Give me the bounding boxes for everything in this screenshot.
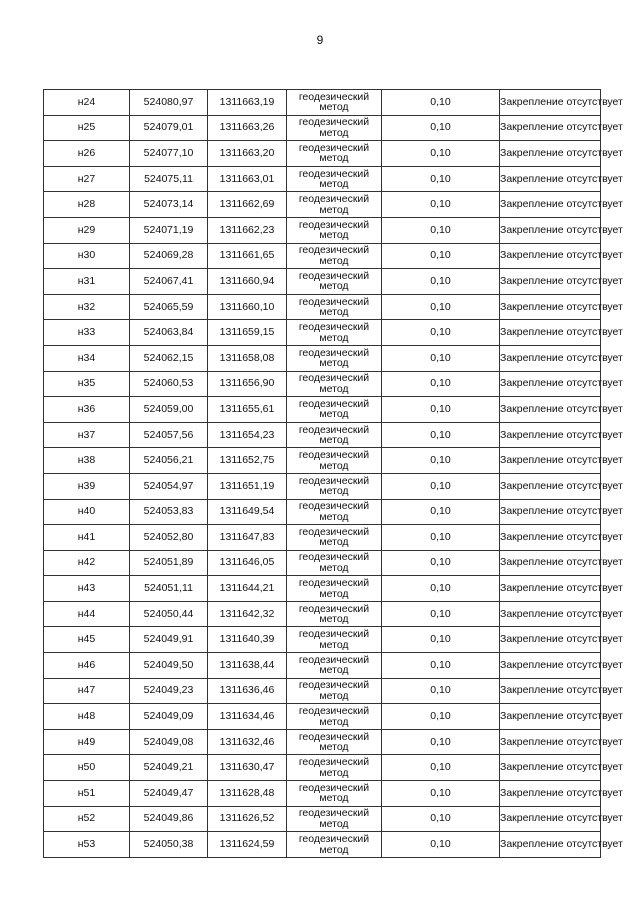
page-number: 9	[316, 33, 324, 47]
y-coordinate-cell: 1311624,59	[208, 832, 287, 858]
method-cell: геодезический метод	[287, 141, 382, 167]
point-id-cell: н41	[44, 525, 130, 551]
table-row	[44, 141, 601, 167]
x-coordinate-cell: 524079,01	[130, 115, 208, 141]
table-row	[44, 781, 601, 807]
x-coordinate-cell: 524049,23	[130, 678, 208, 704]
fixing-description-cell: Закрепление отсутствует	[500, 166, 601, 192]
accuracy-cell: 0,10	[382, 704, 500, 730]
accuracy-cell: 0,10	[382, 806, 500, 832]
table-row	[44, 90, 601, 116]
fixing-description-cell: Закрепление отсутствует	[500, 729, 601, 755]
table-row	[44, 243, 601, 269]
table-row	[44, 217, 601, 243]
x-coordinate-cell: 524049,09	[130, 704, 208, 730]
accuracy-cell: 0,10	[382, 166, 500, 192]
accuracy-cell: 0,10	[382, 832, 500, 858]
accuracy-cell: 0,10	[382, 448, 500, 474]
table-row	[44, 525, 601, 551]
table-row	[44, 653, 601, 679]
point-id-cell: н32	[44, 294, 130, 320]
accuracy-cell: 0,10	[382, 217, 500, 243]
point-id-cell: н34	[44, 345, 130, 371]
method-cell: геодезический метод	[287, 781, 382, 807]
y-coordinate-cell: 1311658,08	[208, 345, 287, 371]
y-coordinate-cell: 1311660,94	[208, 269, 287, 295]
accuracy-cell: 0,10	[382, 653, 500, 679]
fixing-description-cell: Закрепление отсутствует	[500, 269, 601, 295]
table-row	[44, 704, 601, 730]
y-coordinate-cell: 1311659,15	[208, 320, 287, 346]
y-coordinate-cell: 1311642,32	[208, 601, 287, 627]
fixing-description-cell: Закрепление отсутствует	[500, 473, 601, 499]
y-coordinate-cell: 1311651,19	[208, 473, 287, 499]
accuracy-cell: 0,10	[382, 320, 500, 346]
table-row	[44, 166, 601, 192]
method-cell: геодезический метод	[287, 448, 382, 474]
fixing-description-cell: Закрепление отсутствует	[500, 499, 601, 525]
method-cell: геодезический метод	[287, 320, 382, 346]
y-coordinate-cell: 1311632,46	[208, 729, 287, 755]
fixing-description-cell: Закрепление отсутствует	[500, 345, 601, 371]
point-id-cell: н46	[44, 653, 130, 679]
method-cell: геодезический метод	[287, 166, 382, 192]
point-id-cell: н38	[44, 448, 130, 474]
accuracy-cell: 0,10	[382, 550, 500, 576]
y-coordinate-cell: 1311626,52	[208, 806, 287, 832]
x-coordinate-cell: 524050,44	[130, 601, 208, 627]
y-coordinate-cell: 1311663,01	[208, 166, 287, 192]
method-cell: геодезический метод	[287, 832, 382, 858]
table-row	[44, 320, 601, 346]
method-cell: геодезический метод	[287, 397, 382, 423]
y-coordinate-cell: 1311630,47	[208, 755, 287, 781]
point-id-cell: н51	[44, 781, 130, 807]
point-id-cell: н25	[44, 115, 130, 141]
y-coordinate-cell: 1311661,65	[208, 243, 287, 269]
point-id-cell: н36	[44, 397, 130, 423]
fixing-description-cell: Закрепление отсутствует	[500, 781, 601, 807]
method-cell: геодезический метод	[287, 422, 382, 448]
point-id-cell: н42	[44, 550, 130, 576]
y-coordinate-cell: 1311654,23	[208, 422, 287, 448]
fixing-description-cell: Закрепление отсутствует	[500, 627, 601, 653]
x-coordinate-cell: 524067,41	[130, 269, 208, 295]
x-coordinate-cell: 524073,14	[130, 192, 208, 218]
x-coordinate-cell: 524057,56	[130, 422, 208, 448]
accuracy-cell: 0,10	[382, 576, 500, 602]
method-cell: геодезический метод	[287, 269, 382, 295]
accuracy-cell: 0,10	[382, 781, 500, 807]
accuracy-cell: 0,10	[382, 294, 500, 320]
method-cell: геодезический метод	[287, 550, 382, 576]
y-coordinate-cell: 1311634,46	[208, 704, 287, 730]
table-row	[44, 755, 601, 781]
y-coordinate-cell: 1311647,83	[208, 525, 287, 551]
point-id-cell: н43	[44, 576, 130, 602]
y-coordinate-cell: 1311652,75	[208, 448, 287, 474]
accuracy-cell: 0,10	[382, 627, 500, 653]
fixing-description-cell: Закрепление отсутствует	[500, 422, 601, 448]
fixing-description-cell: Закрепление отсутствует	[500, 755, 601, 781]
fixing-description-cell: Закрепление отсутствует	[500, 320, 601, 346]
accuracy-cell: 0,10	[382, 115, 500, 141]
point-id-cell: н52	[44, 806, 130, 832]
point-id-cell: н44	[44, 601, 130, 627]
x-coordinate-cell: 524075,11	[130, 166, 208, 192]
x-coordinate-cell: 524060,53	[130, 371, 208, 397]
table-row	[44, 448, 601, 474]
y-coordinate-cell: 1311646,05	[208, 550, 287, 576]
fixing-description-cell: Закрепление отсутствует	[500, 294, 601, 320]
accuracy-cell: 0,10	[382, 422, 500, 448]
fixing-description-cell: Закрепление отсутствует	[500, 397, 601, 423]
accuracy-cell: 0,10	[382, 141, 500, 167]
method-cell: геодезический метод	[287, 90, 382, 116]
x-coordinate-cell: 524049,47	[130, 781, 208, 807]
x-coordinate-cell: 524049,91	[130, 627, 208, 653]
fixing-description-cell: Закрепление отсутствует	[500, 704, 601, 730]
fixing-description-cell: Закрепление отсутствует	[500, 832, 601, 858]
method-cell: геодезический метод	[287, 806, 382, 832]
x-coordinate-cell: 524059,00	[130, 397, 208, 423]
x-coordinate-cell: 524069,28	[130, 243, 208, 269]
y-coordinate-cell: 1311662,23	[208, 217, 287, 243]
x-coordinate-cell: 524062,15	[130, 345, 208, 371]
point-id-cell: н28	[44, 192, 130, 218]
x-coordinate-cell: 524051,11	[130, 576, 208, 602]
point-id-cell: н26	[44, 141, 130, 167]
table-row	[44, 397, 601, 423]
accuracy-cell: 0,10	[382, 243, 500, 269]
accuracy-cell: 0,10	[382, 192, 500, 218]
point-id-cell: н50	[44, 755, 130, 781]
y-coordinate-cell: 1311628,48	[208, 781, 287, 807]
method-cell: геодезический метод	[287, 653, 382, 679]
point-id-cell: н47	[44, 678, 130, 704]
table-row	[44, 371, 601, 397]
coordinates-table	[43, 89, 623, 858]
table-row	[44, 269, 601, 295]
table-row	[44, 576, 601, 602]
point-id-cell: н30	[44, 243, 130, 269]
method-cell: геодезический метод	[287, 243, 382, 269]
method-cell: геодезический метод	[287, 115, 382, 141]
table-row	[44, 473, 601, 499]
fixing-description-cell: Закрепление отсутствует	[500, 653, 601, 679]
fixing-description-cell: Закрепление отсутствует	[500, 448, 601, 474]
fixing-description-cell: Закрепление отсутствует	[500, 141, 601, 167]
table-row	[44, 729, 601, 755]
point-id-cell: н49	[44, 729, 130, 755]
point-id-cell: н35	[44, 371, 130, 397]
y-coordinate-cell: 1311644,21	[208, 576, 287, 602]
fixing-description-cell: Закрепление отсутствует	[500, 192, 601, 218]
method-cell: геодезический метод	[287, 729, 382, 755]
method-cell: геодезический метод	[287, 601, 382, 627]
coordinates-table-body	[44, 90, 623, 858]
accuracy-cell: 0,10	[382, 269, 500, 295]
method-cell: геодезический метод	[287, 192, 382, 218]
x-coordinate-cell: 524063,84	[130, 320, 208, 346]
table-row	[44, 806, 601, 832]
accuracy-cell: 0,10	[382, 345, 500, 371]
method-cell: геодезический метод	[287, 576, 382, 602]
method-cell: геодезический метод	[287, 704, 382, 730]
point-id-cell: н33	[44, 320, 130, 346]
y-coordinate-cell: 1311660,10	[208, 294, 287, 320]
table-row	[44, 422, 601, 448]
y-coordinate-cell: 1311640,39	[208, 627, 287, 653]
x-coordinate-cell: 524050,38	[130, 832, 208, 858]
accuracy-cell: 0,10	[382, 729, 500, 755]
point-id-cell: н53	[44, 832, 130, 858]
fixing-description-cell: Закрепление отсутствует	[500, 115, 601, 141]
fixing-description-cell: Закрепление отсутствует	[500, 90, 601, 116]
fixing-description-cell: Закрепление отсутствует	[500, 243, 601, 269]
accuracy-cell: 0,10	[382, 755, 500, 781]
x-coordinate-cell: 524053,83	[130, 499, 208, 525]
x-coordinate-cell: 524049,08	[130, 729, 208, 755]
table-row	[44, 115, 601, 141]
x-coordinate-cell: 524056,21	[130, 448, 208, 474]
point-id-cell: н37	[44, 422, 130, 448]
method-cell: геодезический метод	[287, 371, 382, 397]
method-cell: геодезический метод	[287, 627, 382, 653]
fixing-description-cell: Закрепление отсутствует	[500, 371, 601, 397]
x-coordinate-cell: 524049,50	[130, 653, 208, 679]
x-coordinate-cell: 524052,80	[130, 525, 208, 551]
y-coordinate-cell: 1311655,61	[208, 397, 287, 423]
table-row	[44, 678, 601, 704]
table-row	[44, 294, 601, 320]
y-coordinate-cell: 1311663,19	[208, 90, 287, 116]
x-coordinate-cell: 524077,10	[130, 141, 208, 167]
y-coordinate-cell: 1311663,26	[208, 115, 287, 141]
x-coordinate-cell: 524051,89	[130, 550, 208, 576]
method-cell: геодезический метод	[287, 345, 382, 371]
method-cell: геодезический метод	[287, 294, 382, 320]
point-id-cell: н39	[44, 473, 130, 499]
method-cell: геодезический метод	[287, 499, 382, 525]
fixing-description-cell: Закрепление отсутствует	[500, 550, 601, 576]
fixing-description-cell: Закрепление отсутствует	[500, 601, 601, 627]
table-row	[44, 345, 601, 371]
accuracy-cell: 0,10	[382, 90, 500, 116]
y-coordinate-cell: 1311638,44	[208, 653, 287, 679]
point-id-cell: н24	[44, 90, 130, 116]
accuracy-cell: 0,10	[382, 499, 500, 525]
x-coordinate-cell: 524049,21	[130, 755, 208, 781]
y-coordinate-cell: 1311663,20	[208, 141, 287, 167]
table-row	[44, 627, 601, 653]
table-row	[44, 192, 601, 218]
method-cell: геодезический метод	[287, 678, 382, 704]
y-coordinate-cell: 1311636,46	[208, 678, 287, 704]
point-id-cell: н27	[44, 166, 130, 192]
point-id-cell: н45	[44, 627, 130, 653]
accuracy-cell: 0,10	[382, 678, 500, 704]
method-cell: геодезический метод	[287, 525, 382, 551]
table-row	[44, 550, 601, 576]
table-row	[44, 499, 601, 525]
fixing-description-cell: Закрепление отсутствует	[500, 806, 601, 832]
x-coordinate-cell: 524071,19	[130, 217, 208, 243]
y-coordinate-cell: 1311662,69	[208, 192, 287, 218]
fixing-description-cell: Закрепление отсутствует	[500, 525, 601, 551]
fixing-description-cell: Закрепление отсутствует	[500, 217, 601, 243]
x-coordinate-cell: 524054,97	[130, 473, 208, 499]
fixing-description-cell: Закрепление отсутствует	[500, 576, 601, 602]
point-id-cell: н40	[44, 499, 130, 525]
table-row	[44, 601, 601, 627]
accuracy-cell: 0,10	[382, 601, 500, 627]
point-id-cell: н31	[44, 269, 130, 295]
table-row	[44, 832, 601, 858]
accuracy-cell: 0,10	[382, 473, 500, 499]
method-cell: геодезический метод	[287, 473, 382, 499]
x-coordinate-cell: 524065,59	[130, 294, 208, 320]
accuracy-cell: 0,10	[382, 525, 500, 551]
accuracy-cell: 0,10	[382, 371, 500, 397]
fixing-description-cell: Закрепление отсутствует	[500, 678, 601, 704]
method-cell: геодезический метод	[287, 755, 382, 781]
x-coordinate-cell: 524049,86	[130, 806, 208, 832]
point-id-cell: н29	[44, 217, 130, 243]
y-coordinate-cell: 1311656,90	[208, 371, 287, 397]
y-coordinate-cell: 1311649,54	[208, 499, 287, 525]
method-cell: геодезический метод	[287, 217, 382, 243]
point-id-cell: н48	[44, 704, 130, 730]
accuracy-cell: 0,10	[382, 397, 500, 423]
x-coordinate-cell: 524080,97	[130, 90, 208, 116]
